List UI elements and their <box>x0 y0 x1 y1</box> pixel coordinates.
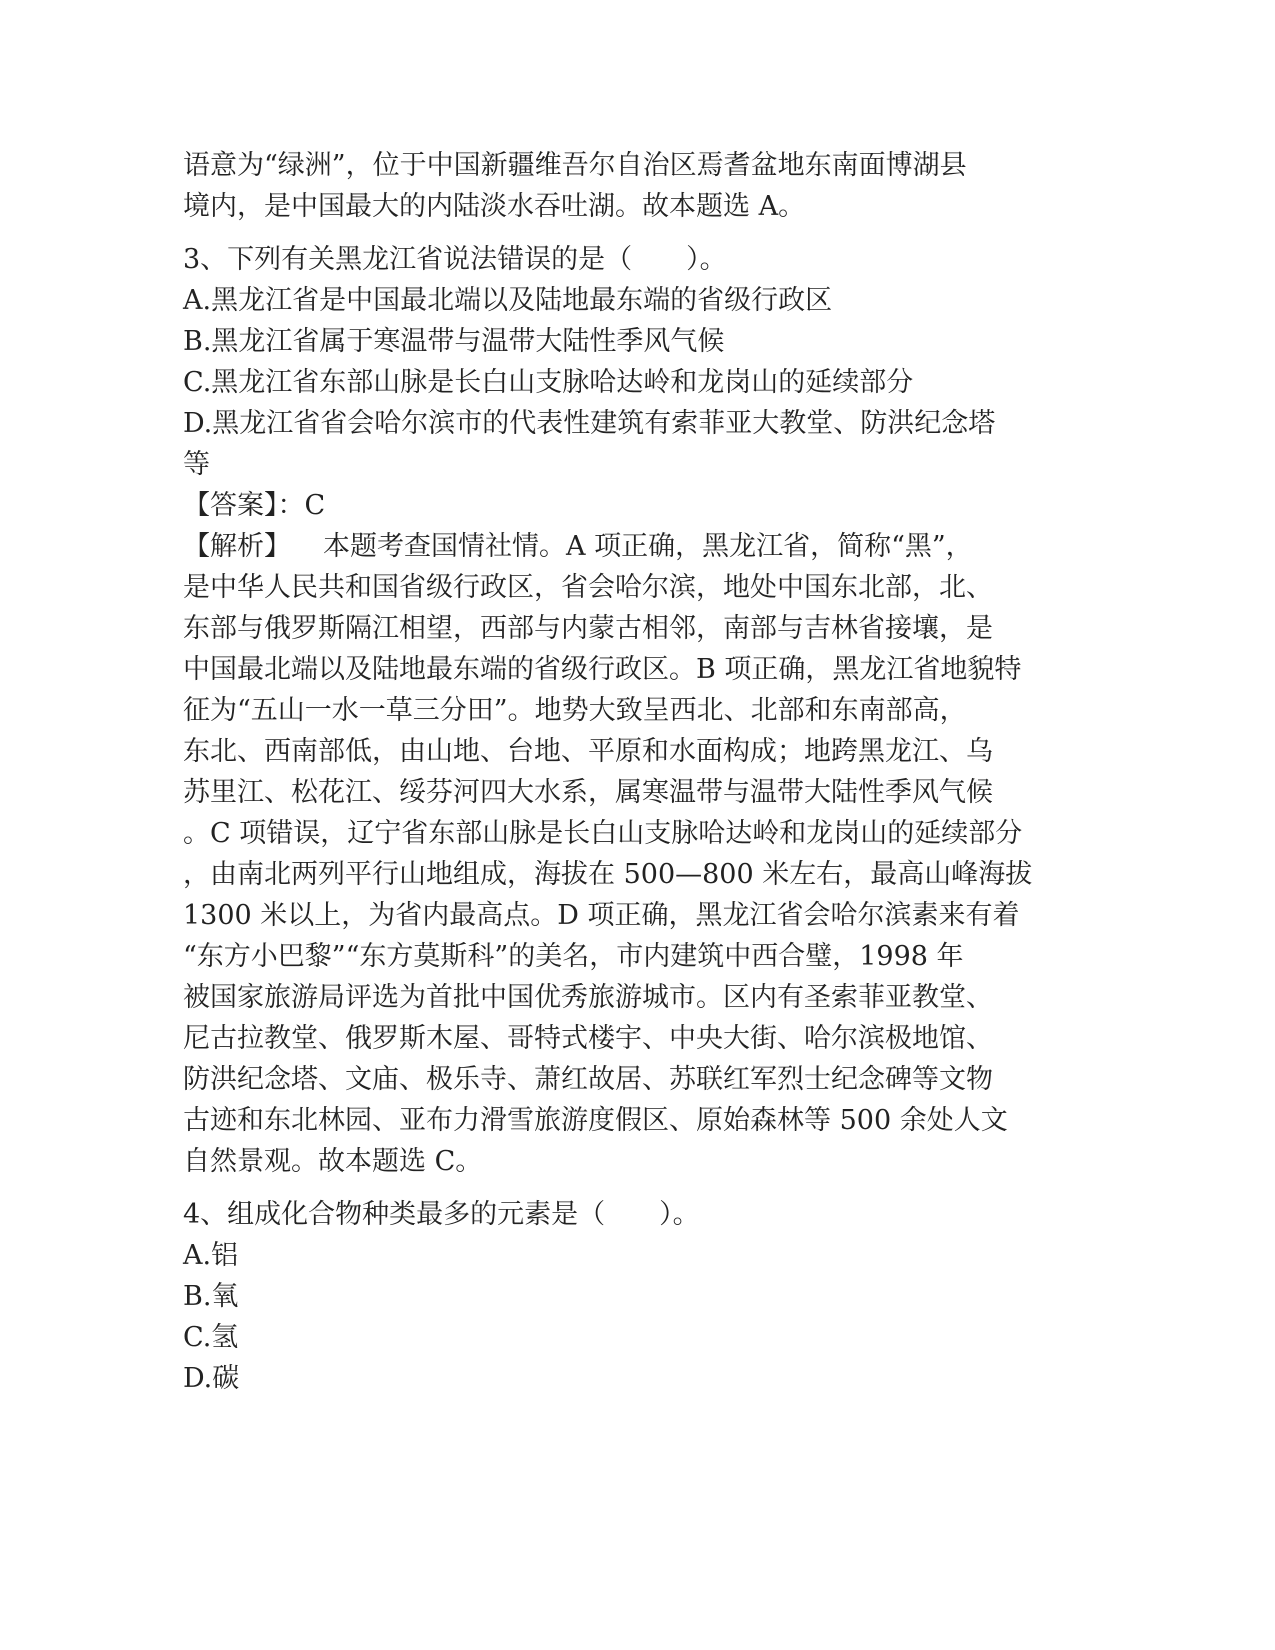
analysis-first-line <box>183 526 1053 567</box>
analysis-line: 东北、西南部低，由山地、台地、平原和水面构成；地跨黑龙江、乌 <box>183 736 993 767</box>
question-4 <box>183 1194 1053 1399</box>
question-3 <box>183 239 1053 1182</box>
analysis-line: 尼古拉教堂、俄罗斯木屋、哥特式楼宇、中央大街、哈尔滨极地馆、 <box>183 1023 993 1054</box>
option-d-continuation: 等 <box>183 449 210 480</box>
analysis-line: 被国家旅游局评选为首批中国优秀旅游城市。区内有圣索菲亚教堂、 <box>183 982 993 1013</box>
analysis-line: 。C 项错误，辽宁省东部山脉是长白山支脉哈达岭和龙岗山的延续部分 <box>183 818 1023 849</box>
analysis-line: 苏里江、松花江、绥芬河四大水系，属寒温带与温带大陆性季风气候 <box>183 777 993 808</box>
document-body <box>183 145 1053 1399</box>
analysis-line: 古迹和东北林园、亚布力滑雪旅游度假区、原始森林等 500 余处人文 <box>183 1105 1008 1136</box>
analysis-line: 征为“五山一水一草三分田”。地势大致呈西北、北部和东南部高， <box>183 695 967 726</box>
answer-line: 【答案】：C <box>183 490 326 521</box>
option-c: C.黑龙江省东部山脉是长白山支脉哈达岭和龙岗山的延续部分 <box>183 367 914 398</box>
analysis-line: 东部与俄罗斯隔江相望，西部与内蒙古相邻，南部与吉林省接壤，是 <box>183 613 993 644</box>
spacer <box>183 1182 1053 1194</box>
analysis-line: 是中华人民共和国省级行政区，省会哈尔滨，地处中国东北部，北、 <box>183 572 993 603</box>
analysis-line: 中国最北端以及陆地最东端的省级行政区。B 项正确，黑龙江省地貌特 <box>183 654 1022 685</box>
paragraph-line: 境内，是中国最大的内陆淡水吞吐湖。故本题选 A。 <box>183 191 806 222</box>
analysis-line: 1300 米以上，为省内最高点。D 项正确，黑龙江省会哈尔滨素来有着 <box>183 900 1020 931</box>
question-stem: 4、组成化合物种类最多的元素是（ ）。 <box>183 1199 700 1230</box>
option-d: D.黑龙江省省会哈尔滨市的代表性建筑有索菲亚大教堂、防洪纪念塔 <box>183 408 996 439</box>
analysis-line: 自然景观。故本题选 C。 <box>183 1146 483 1177</box>
option-b: B.氧 <box>183 1281 239 1312</box>
analysis-line: “东方小巴黎”“东方莫斯科”的美名，市内建筑中西合璧，1998 年 <box>183 941 964 972</box>
option-a: A.铝 <box>183 1240 239 1271</box>
spacer <box>183 227 1053 239</box>
question-stem: 3、下列有关黑龙江省说法错误的是（ ）。 <box>183 244 727 275</box>
analysis-text: 本题考查国情社情。A 项正确，黑龙江省，简称“黑”， <box>323 531 973 562</box>
previous-analysis-continuation <box>183 145 1053 227</box>
analysis-line: 防洪纪念塔、文庙、极乐寺、萧红故居、苏联红军烈士纪念碑等文物 <box>183 1064 993 1095</box>
option-a: A.黑龙江省是中国最北端以及陆地最东端的省级行政区 <box>183 285 833 316</box>
option-c: C.氢 <box>183 1322 239 1353</box>
option-b: B.黑龙江省属于寒温带与温带大陆性季风气候 <box>183 326 725 357</box>
analysis-line: ，由南北两列平行山地组成，海拔在 500—800 米左右，最高山峰海拔 <box>183 859 1033 890</box>
paragraph-line: 语意为“绿洲”，位于中国新疆维吾尔自治区焉耆盆地东南面博湖县 <box>183 150 967 181</box>
analysis-label: 【解析】 <box>183 531 291 562</box>
option-d: D.碳 <box>183 1363 240 1394</box>
